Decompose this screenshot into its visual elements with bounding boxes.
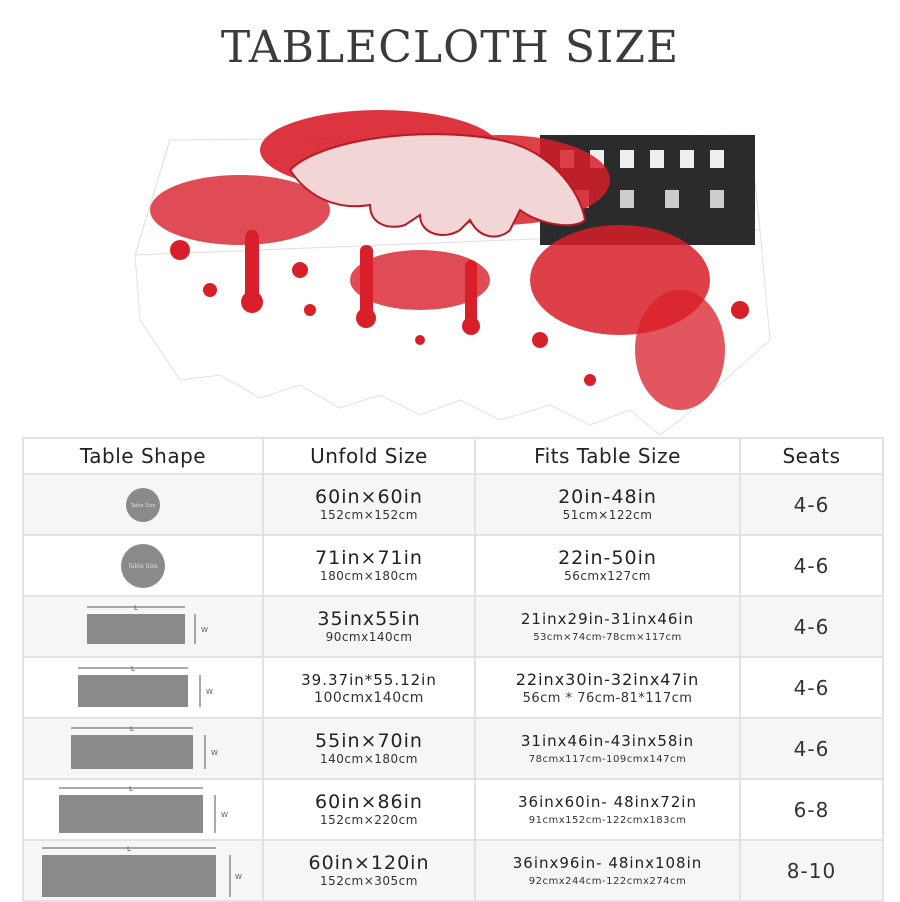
unfold-size-cm: 180cm×180cm [320, 569, 418, 583]
unfold-size-cell [263, 596, 475, 657]
seats-value: 4-6 [793, 553, 830, 578]
unfold-size-in: 60in×60in [315, 486, 423, 508]
fits-size-cell [475, 535, 740, 596]
tablecloth-product-image [120, 80, 780, 440]
fits-size-cell [475, 657, 740, 718]
unfold-size-cm: 100cmx140cm [314, 690, 424, 706]
rect-table-icon [38, 843, 248, 899]
unfold-size-in: 71in×71in [315, 547, 423, 569]
shape-cell [23, 474, 263, 535]
rect-table-icon [68, 663, 218, 713]
fits-size-cm: 91cmx152cm-122cmx183cm [528, 815, 687, 826]
seats-cell [740, 840, 883, 901]
seats-value: 4-6 [793, 675, 830, 700]
table-row [23, 779, 883, 840]
length-label: L [131, 664, 135, 673]
header-row [23, 438, 883, 474]
rect-table-icon [53, 783, 233, 837]
unfold-size-cell [263, 840, 475, 901]
unfold-size-in: 60in×120in [308, 852, 430, 874]
rect-table-icon [73, 602, 213, 652]
fits-size-in: 36inx96in- 48inx108in [512, 854, 703, 872]
fits-size-cell [475, 840, 740, 901]
unfold-size-cell [263, 474, 475, 535]
fits-size-in: 36inx60in- 48inx72in [518, 793, 697, 811]
round-shape-label: Table Size [130, 502, 156, 509]
seats-value: 4-6 [793, 736, 830, 761]
unfold-size-cm: 90cmx140cm [325, 630, 413, 644]
header-table-shape: Table Shape [23, 438, 263, 474]
table-row [23, 535, 883, 596]
fits-size-cell [475, 718, 740, 779]
shape-cell [23, 840, 263, 901]
shape-cell [23, 535, 263, 596]
fits-size-in: 20in-48in [558, 486, 657, 508]
length-label: L [130, 724, 134, 733]
unfold-size-cell [263, 779, 475, 840]
round-table-icon [93, 541, 193, 591]
table-row [23, 657, 883, 718]
length-label: L [127, 844, 131, 853]
fits-size-in: 22in-50in [558, 547, 657, 569]
table-row [23, 596, 883, 657]
seats-value: 6-8 [793, 797, 830, 822]
fits-size-in: 21inx29in-31inx46in [520, 610, 695, 628]
page-title: TABLECLOTH SIZE [220, 22, 680, 73]
fits-size-cell [475, 779, 740, 840]
fits-size-cell [475, 474, 740, 535]
shape-cell [23, 596, 263, 657]
table-row [23, 718, 883, 779]
seats-value: 8-10 [786, 858, 837, 883]
length-label: L [134, 603, 138, 612]
round-table-icon [103, 485, 183, 525]
table-row [23, 840, 883, 901]
width-label: W [206, 687, 213, 696]
unfold-size-cell [263, 535, 475, 596]
width-label: W [201, 625, 208, 634]
fits-size-in: 22inx30in-32inx47in [515, 670, 700, 689]
unfold-size-cell [263, 718, 475, 779]
shape-cell [23, 718, 263, 779]
size-table [22, 437, 884, 902]
width-label: W [221, 810, 228, 819]
header-unfold-size: Unfold Size [263, 438, 475, 474]
shape-cell [23, 779, 263, 840]
header-fits-table-size: Fits Table Size [475, 438, 740, 474]
shape-cell [23, 657, 263, 718]
unfold-size-cm: 152cm×305cm [320, 874, 418, 888]
fits-size-in: 31inx46in-43inx58in [520, 732, 695, 750]
fits-size-cm: 53cm×74cm-78cm×117cm [533, 632, 682, 643]
unfold-size-cm: 140cm×180cm [320, 752, 418, 766]
seats-cell [740, 596, 883, 657]
round-shape-label: Table Size [128, 562, 158, 570]
unfold-size-in: 60in×86in [315, 791, 423, 813]
fits-size-cm: 51cm×122cm [562, 508, 653, 522]
unfold-size-cell [263, 657, 475, 718]
unfold-size-cm: 152cm×152cm [320, 508, 418, 522]
unfold-size-cm: 152cm×220cm [320, 813, 418, 827]
table-row [23, 474, 883, 535]
unfold-size-in: 35inx55in [317, 608, 421, 630]
fits-size-cm: 78cmx117cm-109cmx147cm [528, 754, 687, 765]
unfold-size-in: 55in×70in [315, 730, 423, 752]
length-label: L [129, 784, 133, 793]
rect-table-icon [63, 723, 223, 775]
fits-size-cell [475, 596, 740, 657]
fits-size-cm: 56cm * 76cm-81*117cm [522, 691, 693, 706]
seats-value: 4-6 [793, 492, 830, 517]
width-label: W [235, 872, 242, 881]
unfold-size-in: 39.37in*55.12in [301, 671, 437, 689]
fits-size-cm: 56cmx127cm [564, 569, 651, 583]
seats-cell [740, 657, 883, 718]
seats-cell [740, 474, 883, 535]
seats-cell [740, 779, 883, 840]
width-label: W [211, 748, 218, 757]
seats-cell [740, 718, 883, 779]
header-seats: Seats [740, 438, 883, 474]
seats-cell [740, 535, 883, 596]
seats-value: 4-6 [793, 614, 830, 639]
fits-size-cm: 92cmx244cm-122cmx274cm [528, 876, 687, 887]
